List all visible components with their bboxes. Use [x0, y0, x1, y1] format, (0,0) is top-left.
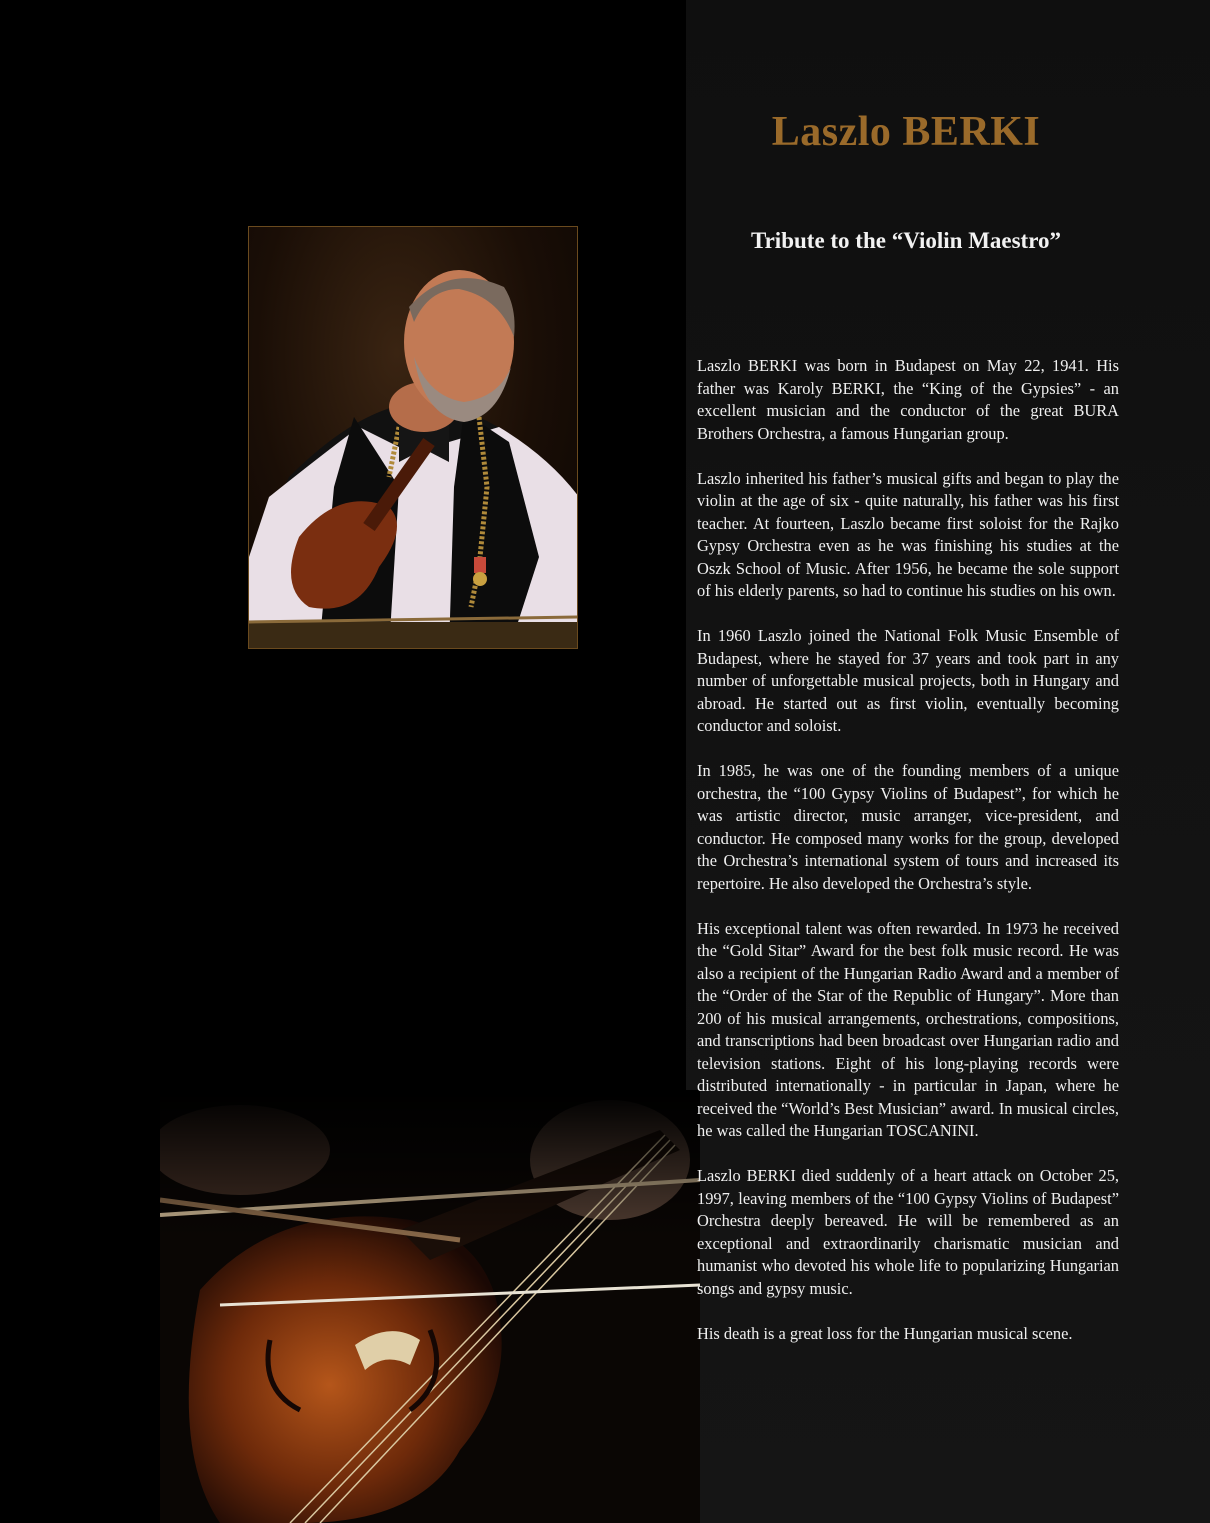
paragraph-5: His exceptional talent was often rewarded. In 1973 he received the “Gold Sitar” Award for the best folk music record. He was also a recipient of the Hungarian Radio Award and a member of the “Order of the Star of the Republic of Hungary”. More than 200 of his musical arrangements, orchestrations, compositions, and transcriptions had been broadcast over Hungarian radio and television stations. Eight of his long-playing records were distributed internationally - in particular in Japan, where he received the “World’s Best Musician” award. In musical circles, he was called the Hungarian TOSCANINI.	[697, 918, 1119, 1140]
paragraph-7: His death is a great loss for the Hungarian musical scene.	[697, 1323, 1073, 1343]
violin-photo	[160, 1090, 700, 1523]
paragraph-3: In 1960 Laszlo joined the National Folk Music Ensemble of Budapest, where he stayed for 37 years and took part in any number of unforgettable musical projects, both in Hungary and abroad. He started out as first violin, eventually becoming conductor and soloist.	[697, 626, 1119, 735]
paragraph-6: Laszlo BERKI died suddenly of a heart attack on October 25, 1997, leaving members of the “100 Gypsy Violins of Budapest” Orchestra deeply bereaved. He will be remembered as an exceptional and extraordinarily charismatic musician and humanist who devoted his whole life to popularizing Hungarian songs and gypsy music.	[697, 1166, 1119, 1298]
portrait-photo	[248, 226, 578, 649]
paragraph-2: Laszlo inherited his father’s musical gifts and began to play the violin at the age of six - quite naturally, his father was his first teacher. At fourteen, Laszlo became first soloist for the Rajko Gypsy Orchestra even as he was finishing his studies at the Oszk School of Music. After 1956, he became the sole support of his elderly parents, so had to continue his studies on his own.	[697, 468, 1119, 600]
page-subtitle: Tribute to the “Violin Maestro”	[750, 228, 1062, 253]
paragraph-4: In 1985, he was one of the founding members of a unique orchestra, the “100 Gypsy Violins of Budapest”, for which he was artistic director, music arranger, vice-president, and conductor. He composed many works for the group, developed the Orchestra’s international system of tours and increased its repertoire. He also developed the Orchestra’s style.	[697, 761, 1119, 893]
page-title: Laszlo BERKI	[771, 109, 1041, 155]
paragraph-1: Laszlo BERKI was born in Budapest on May 22, 1941. His father was Karoly BERKI, the “King of the Gypsies” - an excellent musician and the conductor of the great BURA Brothers Orchestra, a famous Hungarian group.	[697, 356, 1119, 443]
biography-text	[697, 355, 1119, 1368]
